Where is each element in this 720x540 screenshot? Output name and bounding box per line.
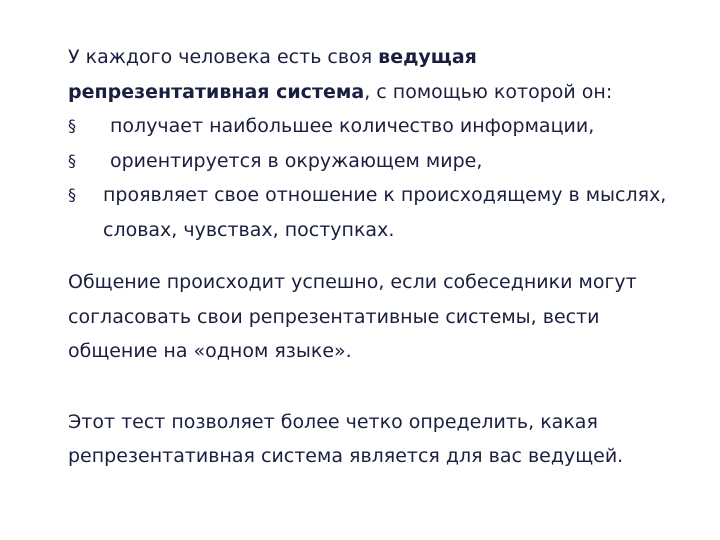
bullet-marker-icon: §	[68, 185, 76, 204]
intro-text-end: , с помощью которой он:	[364, 80, 613, 103]
bullet-text: проявляет свое отношение к происходящему в мыслях, словах, чувствах, поступках.	[103, 184, 667, 241]
bullet-list	[68, 109, 680, 247]
communication-paragraph: Общение происходит успешно, если собеседники могут согласовать свои репрезентативные системы, вести общение на «одном языке».	[68, 271, 637, 362]
intro-bold-leading: ведущая	[378, 46, 477, 68]
intro-bold-system: репрезентативная система	[68, 80, 365, 103]
spacer	[68, 369, 680, 405]
intro-paragraph	[68, 40, 680, 109]
bullet-item	[68, 178, 680, 247]
spacer	[68, 247, 680, 265]
bullet-text: получает наибольшее количество информации,	[110, 115, 595, 137]
test-paragraph: Этот тест позволяет более четко определить, какая репрезентативная система является для вас ведущей.	[68, 410, 624, 467]
bullet-text: ориентируется в окружающем мире,	[110, 149, 483, 172]
bullet-marker-icon: §	[68, 116, 76, 135]
bullet-marker-icon: §	[68, 150, 76, 170]
intro-text-start: У каждого человека есть своя	[68, 46, 379, 68]
bullet-item	[68, 144, 680, 179]
bullet-item	[68, 109, 680, 144]
